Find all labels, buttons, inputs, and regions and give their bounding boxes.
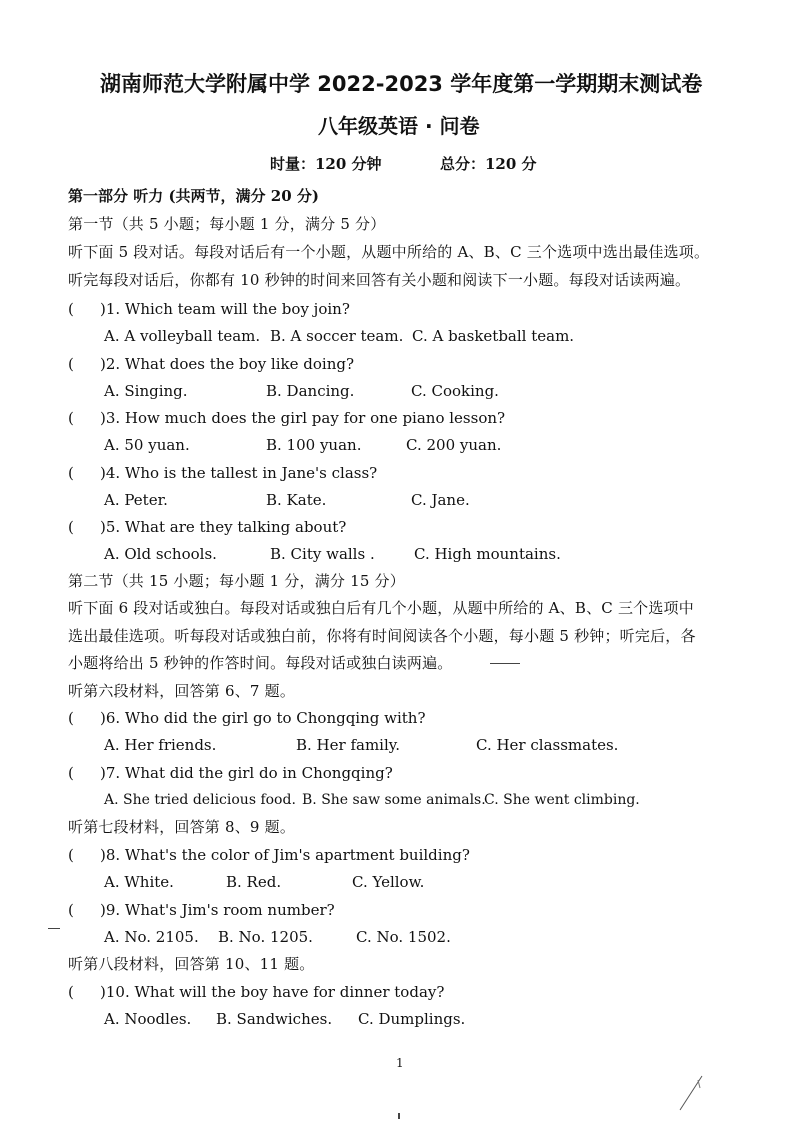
q5-option-c: C. High mountains. [414,545,561,563]
question-1: )1. Which team will the boy join? [100,300,350,318]
answer-blank[interactable]: ( [68,518,74,536]
answer-blank[interactable]: ( [68,764,74,782]
page-number: 1 [396,1056,404,1070]
q3-option-a: A. 50 yuan. [104,436,190,454]
answer-blank[interactable]: ( [68,300,74,318]
group-8-heading: 听第八段材料，回答第 10、11 题。 [68,955,315,973]
q4-option-c: C. Jane. [411,491,470,509]
q9-option-a: A. No. 2105. [104,928,199,946]
section1-title: 第一节（共 5 小题；每小题 1 分，满分 5 分） [68,215,386,233]
q6-option-c: C. Her classmates. [476,736,619,754]
section2-instructions-3: 小题将给出 5 秒钟的作答时间。每段对话或独白读两遍。 [68,654,453,672]
q10-option-c: C. Dumplings. [358,1010,466,1028]
q7-option-b: B. She saw some animals. [302,792,486,808]
answer-blank[interactable]: ( [68,709,74,727]
q5-option-b: B. City walls . [270,545,375,563]
group-6-heading: 听第六段材料，回答第 6、7 题。 [68,682,296,700]
q8-option-a: A. White. [104,873,174,891]
answer-blank[interactable]: ( [68,464,74,482]
section1-instructions-1: 听下面 5 段对话。每段对话后有一个小题，从题中所给的 A、B、C 三个选项中选出最佳选项。 [68,243,710,261]
pen-mark [676,1074,706,1114]
question-4: )4. Who is the tallest in Jane's class? [100,464,378,482]
stray-mark [490,663,520,664]
q4-option-b: B. Kate. [266,491,327,509]
q10-option-b: B. Sandwiches. [216,1010,333,1028]
exam-subtitle: 八年级英语 · 问卷 [318,114,480,138]
q3-option-c: C. 200 yuan. [406,436,502,454]
q8-option-b: B. Red. [226,873,282,891]
q6-option-b: B. Her family. [296,736,401,754]
q10-option-a: A. Noodles. [104,1010,192,1028]
exam-time: 时量：120 分钟 [270,155,382,173]
group-7-heading: 听第七段材料，回答第 8、9 题。 [68,818,296,836]
question-10: )10. What will the boy have for dinner today? [100,983,445,1001]
answer-blank[interactable]: ( [68,983,74,1001]
question-8: )8. What's the color of Jim's apartment building? [100,846,470,864]
section1-instructions-2: 听完每段对话后，你都有 10 秒钟的时间来回答有关小题和阅读下一小题。每段对话读两遍。 [68,271,691,289]
q4-option-a: A. Peter. [104,491,168,509]
q5-option-a: A. Old schools. [104,545,217,563]
q2-option-a: A. Singing. [104,382,188,400]
q1-option-a: A. A volleyball team. [104,327,261,345]
q9-option-b: B. No. 1205. [218,928,313,946]
question-2: )2. What does the boy like doing? [100,355,354,373]
q1-option-c: C. A basketball team. [412,327,575,345]
answer-blank[interactable]: ( [68,901,74,919]
question-9: )9. What's Jim's room number? [100,901,335,919]
q8-option-c: C. Yellow. [352,873,425,891]
q1-option-b: B. A soccer team. [270,327,404,345]
q2-option-c: C. Cooking. [411,382,499,400]
margin-mark [48,928,60,929]
section2-instructions-1: 听下面 6 段对话或独白。每段对话或独白后有几个小题，从题中所给的 A、B、C 三个选项中 [68,599,694,617]
question-3: )3. How much does the girl pay for one piano lesson? [100,409,506,427]
answer-blank[interactable]: ( [68,846,74,864]
part1-title: 第一部分 听力 (共两节，满分 20 分) [68,187,319,205]
q6-option-a: A. Her friends. [104,736,217,754]
q7-option-a: A. She tried delicious food. [104,792,296,808]
answer-blank[interactable]: ( [68,409,74,427]
exam-total-score: 总分：120 分 [440,155,537,173]
question-5: )5. What are they talking about? [100,518,347,536]
section2-instructions-2: 选出最佳选项。听每段对话或独白前，你将有时间阅读各个小题，每小题 5 秒钟；听完后，各 [68,627,696,645]
q7-option-c: C. She went climbing. [484,792,640,808]
section2-title: 第二节（共 15 小题；每小题 1 分，满分 15 分） [68,572,405,590]
exam-title: 湖南师范大学附属中学 2022-2023 学年度第一学期期末测试卷 [100,72,703,96]
q3-option-b: B. 100 yuan. [266,436,362,454]
q2-option-b: B. Dancing. [266,382,355,400]
q9-option-c: C. No. 1502. [356,928,451,946]
bottom-mark [398,1113,400,1119]
question-6: )6. Who did the girl go to Chongqing with? [100,709,426,727]
question-7: )7. What did the girl do in Chongqing? [100,764,393,782]
answer-blank[interactable]: ( [68,355,74,373]
